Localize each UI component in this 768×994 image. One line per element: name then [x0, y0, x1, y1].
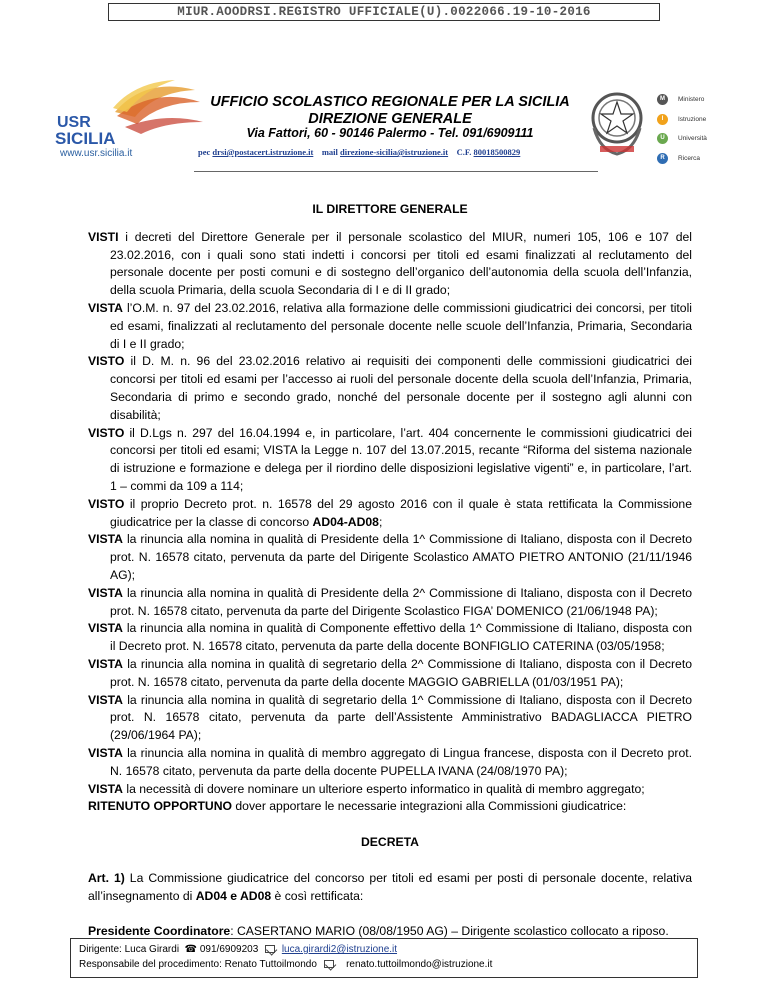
ministry-label: Ministero [678, 96, 705, 104]
pec-link[interactable]: drsi@postacert.istruzione.it [212, 147, 314, 157]
article-1: Art. 1) La Commissione giudicatrice del concorso per titoli ed esami per posti di personale docente, relativa all’insegnamento di AD04 e AD08 è così rettificata: [88, 870, 692, 903]
premise-paragraph: VISTO il proprio Decreto prot. n. 16578 del 29 agosto 2016 con il quale è stata rettificata la Commissione giudicatrice per la classe di concorso AD04-AD08; [88, 496, 692, 529]
ministry-label: Ricerca [678, 154, 701, 162]
logo-usr-text: USR [57, 114, 91, 131]
ministry-item [657, 90, 747, 110]
premise-paragraph: VISTA la rinuncia alla nomina in qualità di Componente effettivo della 1^ Commissione di Italiano, disposta con il Decreto prot. N. 16578 citato, pervenuta da parte della docente BONFIGLIO CATERINA (03/05/1958; [88, 621, 692, 654]
ministry-m-icon: M [657, 94, 668, 105]
office-title-line2: DIREZIONE GENERALE [308, 111, 472, 127]
ministry-item [657, 129, 747, 149]
ministry-r-icon: R [657, 153, 668, 164]
premise-paragraph: VISTO il D. M. n. 96 del 23.02.2016 relativo ai requisiti dei componenti delle commissioni giudicatrici dei concorsi per titoli ed esami per l’accesso ai ruoli del personale docente della scuola dell’Infanzia, Primaria, Secondaria di primo e secondo grado, nonché del personale docente per il sostegno agli alunni con disabilità; [88, 354, 692, 422]
footer-contacts [70, 938, 698, 978]
document-body [88, 201, 692, 941]
premise-paragraph: VISTI i decreti del Direttore Generale per il personale scolastico del MIUR, numeri 105, 106 e 107 del 23.02.2016, con i quali sono stati indetti i concorsi per titoli ed esami finalizzati al reclutamento del personale docente per posti comuni e di sostegno dell’organico dell’autonomia della scuola dell’Infanzia, della scuola Primaria, della scuola Secondaria di I e di II grado; [88, 229, 692, 298]
footer-responsabile-row [79, 957, 689, 972]
ministry-legend [657, 90, 747, 168]
ministry-label: Istruzione [678, 115, 707, 123]
document-heading: IL DIRETTORE GENERALE [312, 202, 468, 216]
phone-icon: ☎ [184, 944, 198, 955]
dirigente-label: Dirigente: Luca Girardi [79, 944, 180, 955]
office-contacts [198, 147, 598, 157]
mail-label: mail [321, 147, 338, 157]
header-divider [194, 171, 598, 172]
office-address: Via Fattori, 60 - 90146 Palermo - Tel. 091/6909111 [246, 126, 534, 140]
premise-paragraph: VISTA la rinuncia alla nomina in qualità di segretario della 1^ Commissione di Italiano, disposta con il Decreto prot. N. 16578 citato, pervenuta da parte dell’Assistente Amministrativo BADAGLIACCA PIETRO (29/06/1964 PA); [88, 692, 692, 743]
ministry-item [657, 149, 747, 169]
premise-paragraph: VISTA la rinuncia alla nomina in qualità di Presidente della 1^ Commissione di Italiano, disposta con il Decreto prot. N. 16578 citato, pervenuta da parte del Dirigente Scolastico AMATO PIETRO ANTONIO (21/11/1946 AG); [88, 532, 692, 582]
premise-paragraph: VISTO il D.Lgs n. 297 del 16.04.1994 e, in particolare, l’art. 404 concernente le commissioni giudicatrici dei concorsi per titoli ed esami; VISTA la Legge n. 107 del 13.07.2015, recante “Riforma del sistema nazionale di istruzione e formazione e delega per il riordino delle disposizioni legislative vigenti” e, in particolare, l’art. 1 – commi da 109 a 114; [88, 425, 692, 493]
protocol-stamp: MIUR.AOODRSI.REGISTRO UFFICIALE(U).0022066.19-10-2016 [108, 3, 660, 21]
logo-url: www.usr.sicilia.it [60, 148, 133, 159]
president-line: Presidente Coordinatore: CASERTANO MARIO (08/08/1950 AG) – Dirigente scolastico collocato a riposo. [88, 924, 669, 939]
dirigente-mail[interactable]: luca.girardi2@istruzione.it [281, 944, 398, 955]
italian-republic-emblem [586, 84, 648, 160]
premise-paragraph: RITENUTO OPPORTUNO dover apportare le necessarie integrazioni alla Commissioni giudicatrice: [88, 799, 627, 814]
premise-paragraph: VISTA la rinuncia alla nomina in qualità di membro aggregato di Lingua francese, disposta con il Decreto prot. N. 16578 citato, pervenuta da parte della docente PUPELLA IVANA (24/08/1970 PA); [88, 745, 692, 778]
responsabile-mail[interactable]: renato.tuttoilmondo@istruzione.it [346, 959, 493, 970]
pec-label: pec [198, 147, 211, 157]
envelope-icon [324, 960, 334, 968]
ministry-u-icon: U [657, 133, 668, 144]
cf-label: C.F. [456, 147, 472, 157]
decreta-heading: DECRETA [360, 835, 419, 850]
office-title [190, 94, 590, 128]
cf-value: 80018500829 [473, 147, 521, 157]
premise-paragraph: VISTA l’O.M. n. 97 del 23.02.2016, relativa alla formazione delle commissioni giudicatrici dei concorsi, per titoli ed esami, finalizzati al reclutamento del personale docente nelle scuole dell’Infanzia, Primaria, Secondaria di I e II grado; [88, 300, 692, 351]
ministry-i-icon: I [657, 114, 668, 125]
office-title-line1: UFFICIO SCOLASTICO REGIONALE PER LA SICILIA [210, 94, 570, 110]
envelope-icon [265, 945, 275, 953]
responsabile-label: Responsabile del procedimento: Renato Tuttoilmondo [79, 959, 317, 970]
premise-paragraph: VISTA la necessità di dovere nominare un ulteriore esperto informatico in qualità di membro aggregato; [88, 781, 645, 796]
dirigente-phone: 091/6909203 [199, 944, 259, 955]
premise-paragraph: VISTA la rinuncia alla nomina in qualità di Presidente della 2^ Commissione di Italiano, disposta con il Decreto prot. N. 16578 citato, pervenuta da parte del Dirigente Scolastico FIGA’ DOMENICO (21/06/1948 PA); [88, 585, 692, 618]
logo-sicilia-text: SICILIA [55, 129, 116, 148]
footer-dirigente-row [79, 942, 689, 957]
ministry-item [657, 110, 747, 130]
mail-link[interactable]: direzione-sicilia@istruzione.it [340, 147, 449, 157]
premise-paragraph: VISTA la rinuncia alla nomina in qualità di segretario della 2^ Commissione di Italiano, disposta con il Decreto prot. N. 16578 citato, pervenuta da parte della docente MAGGIO GABRIELLA (01/03/1951 PA); [88, 656, 692, 689]
ministry-label: Università [678, 135, 707, 143]
